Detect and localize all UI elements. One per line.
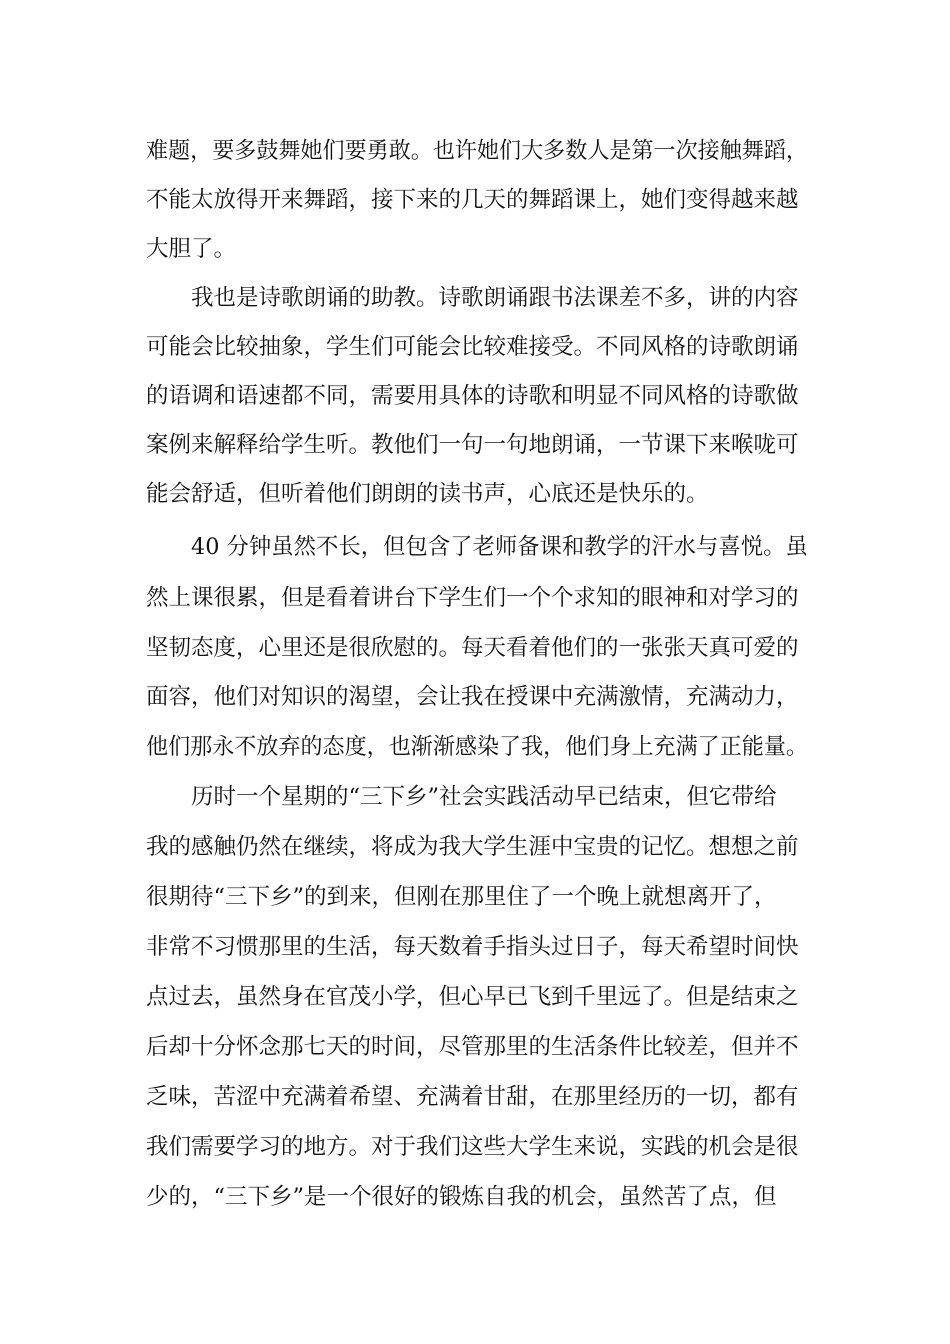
line-text: 历时一个星期的“三下乡”社会实践活动早已结束，但它带给 bbox=[191, 784, 777, 810]
line-text: 我的感触仍然在继续，将成为我大学生涯中宝贵的记忆。想想之前 bbox=[146, 834, 799, 860]
text-line bbox=[0, 126, 950, 176]
text-line bbox=[0, 371, 950, 421]
text-line bbox=[0, 322, 950, 372]
text-line bbox=[0, 722, 950, 772]
line-text: 乏味，苦涩中充满着希望、充满着甘甜，在那里经历的一切，都有 bbox=[146, 1084, 799, 1110]
text-line bbox=[0, 972, 950, 1022]
line-text: 40 分钟虽然不长，但包含了老师备课和教学的汗水与喜悦。虽 bbox=[191, 534, 808, 560]
text-line bbox=[0, 1072, 950, 1122]
line-text: 点过去，虽然身在官茂小学，但心早已飞到千里远了。但是结束之 bbox=[146, 984, 799, 1010]
text-line bbox=[0, 1122, 950, 1172]
text-line bbox=[0, 623, 950, 673]
text-line bbox=[0, 573, 950, 623]
paragraph-first-line bbox=[0, 522, 950, 572]
line-text: 难题，要多鼓舞她们要勇敢。也许她们大多数人是第一次接触舞蹈， bbox=[146, 138, 808, 164]
line-text: 面容，他们对知识的渴望，会让我在授课中充满激情，充满动力， bbox=[146, 684, 799, 710]
text-line bbox=[0, 469, 950, 519]
line-text: 能会舒适，但听着他们朗朗的读书声，心底还是快乐的。 bbox=[146, 481, 709, 507]
paragraph-first-line bbox=[0, 772, 950, 822]
text-line bbox=[0, 224, 950, 274]
line-text: 后却十分怀念那七天的时间，尽管那里的生活条件比较差，但并不 bbox=[146, 1034, 799, 1060]
text-line bbox=[0, 672, 950, 722]
line-text: 少的，“三下乡”是一个很好的锻炼自我的机会，虽然苦了点，但 bbox=[146, 1184, 777, 1210]
text-line bbox=[0, 872, 950, 922]
text-line bbox=[0, 822, 950, 872]
line-text: 大胆了。 bbox=[146, 236, 237, 262]
text-line bbox=[0, 1022, 950, 1072]
line-text: 我也是诗歌朗诵的助教。诗歌朗诵跟书法课差不多，讲的内容 bbox=[191, 285, 799, 311]
text-line bbox=[0, 922, 950, 972]
line-text: 非常不习惯那里的生活，每天数着手指头过日子，每天希望时间快 bbox=[146, 934, 799, 960]
paragraph-first-line bbox=[0, 273, 950, 323]
text-line bbox=[0, 175, 950, 225]
line-text: 的语调和语速都不同，需要用具体的诗歌和明显不同风格的诗歌做 bbox=[146, 383, 799, 409]
line-text: 我们需要学习的地方。对于我们这些大学生来说，实践的机会是很 bbox=[146, 1134, 799, 1160]
line-text: 很期待“三下乡”的到来，但刚在那里住了一个晚上就想离开了， bbox=[146, 884, 777, 910]
text-line bbox=[0, 1172, 950, 1222]
line-text: 坚韧态度，心里还是很欣慰的。每天看着他们的一张张天真可爱的 bbox=[146, 635, 799, 661]
line-text: 不能太放得开来舞蹈，接下来的几天的舞蹈课上，她们变得越来越 bbox=[146, 187, 799, 213]
line-text: 他们那永不放弃的态度，也渐渐感染了我，他们身上充满了正能量。 bbox=[146, 734, 808, 760]
text-line bbox=[0, 420, 950, 470]
line-text: 案例来解释给学生听。教他们一句一句地朗诵，一节课下来喉咙可 bbox=[146, 432, 799, 458]
line-text: 然上课很累，但是看着讲台下学生们一个个求知的眼神和对学习的 bbox=[146, 585, 799, 611]
line-text: 可能会比较抽象，学生们可能会比较难接受。不同风格的诗歌朗诵 bbox=[146, 334, 799, 360]
